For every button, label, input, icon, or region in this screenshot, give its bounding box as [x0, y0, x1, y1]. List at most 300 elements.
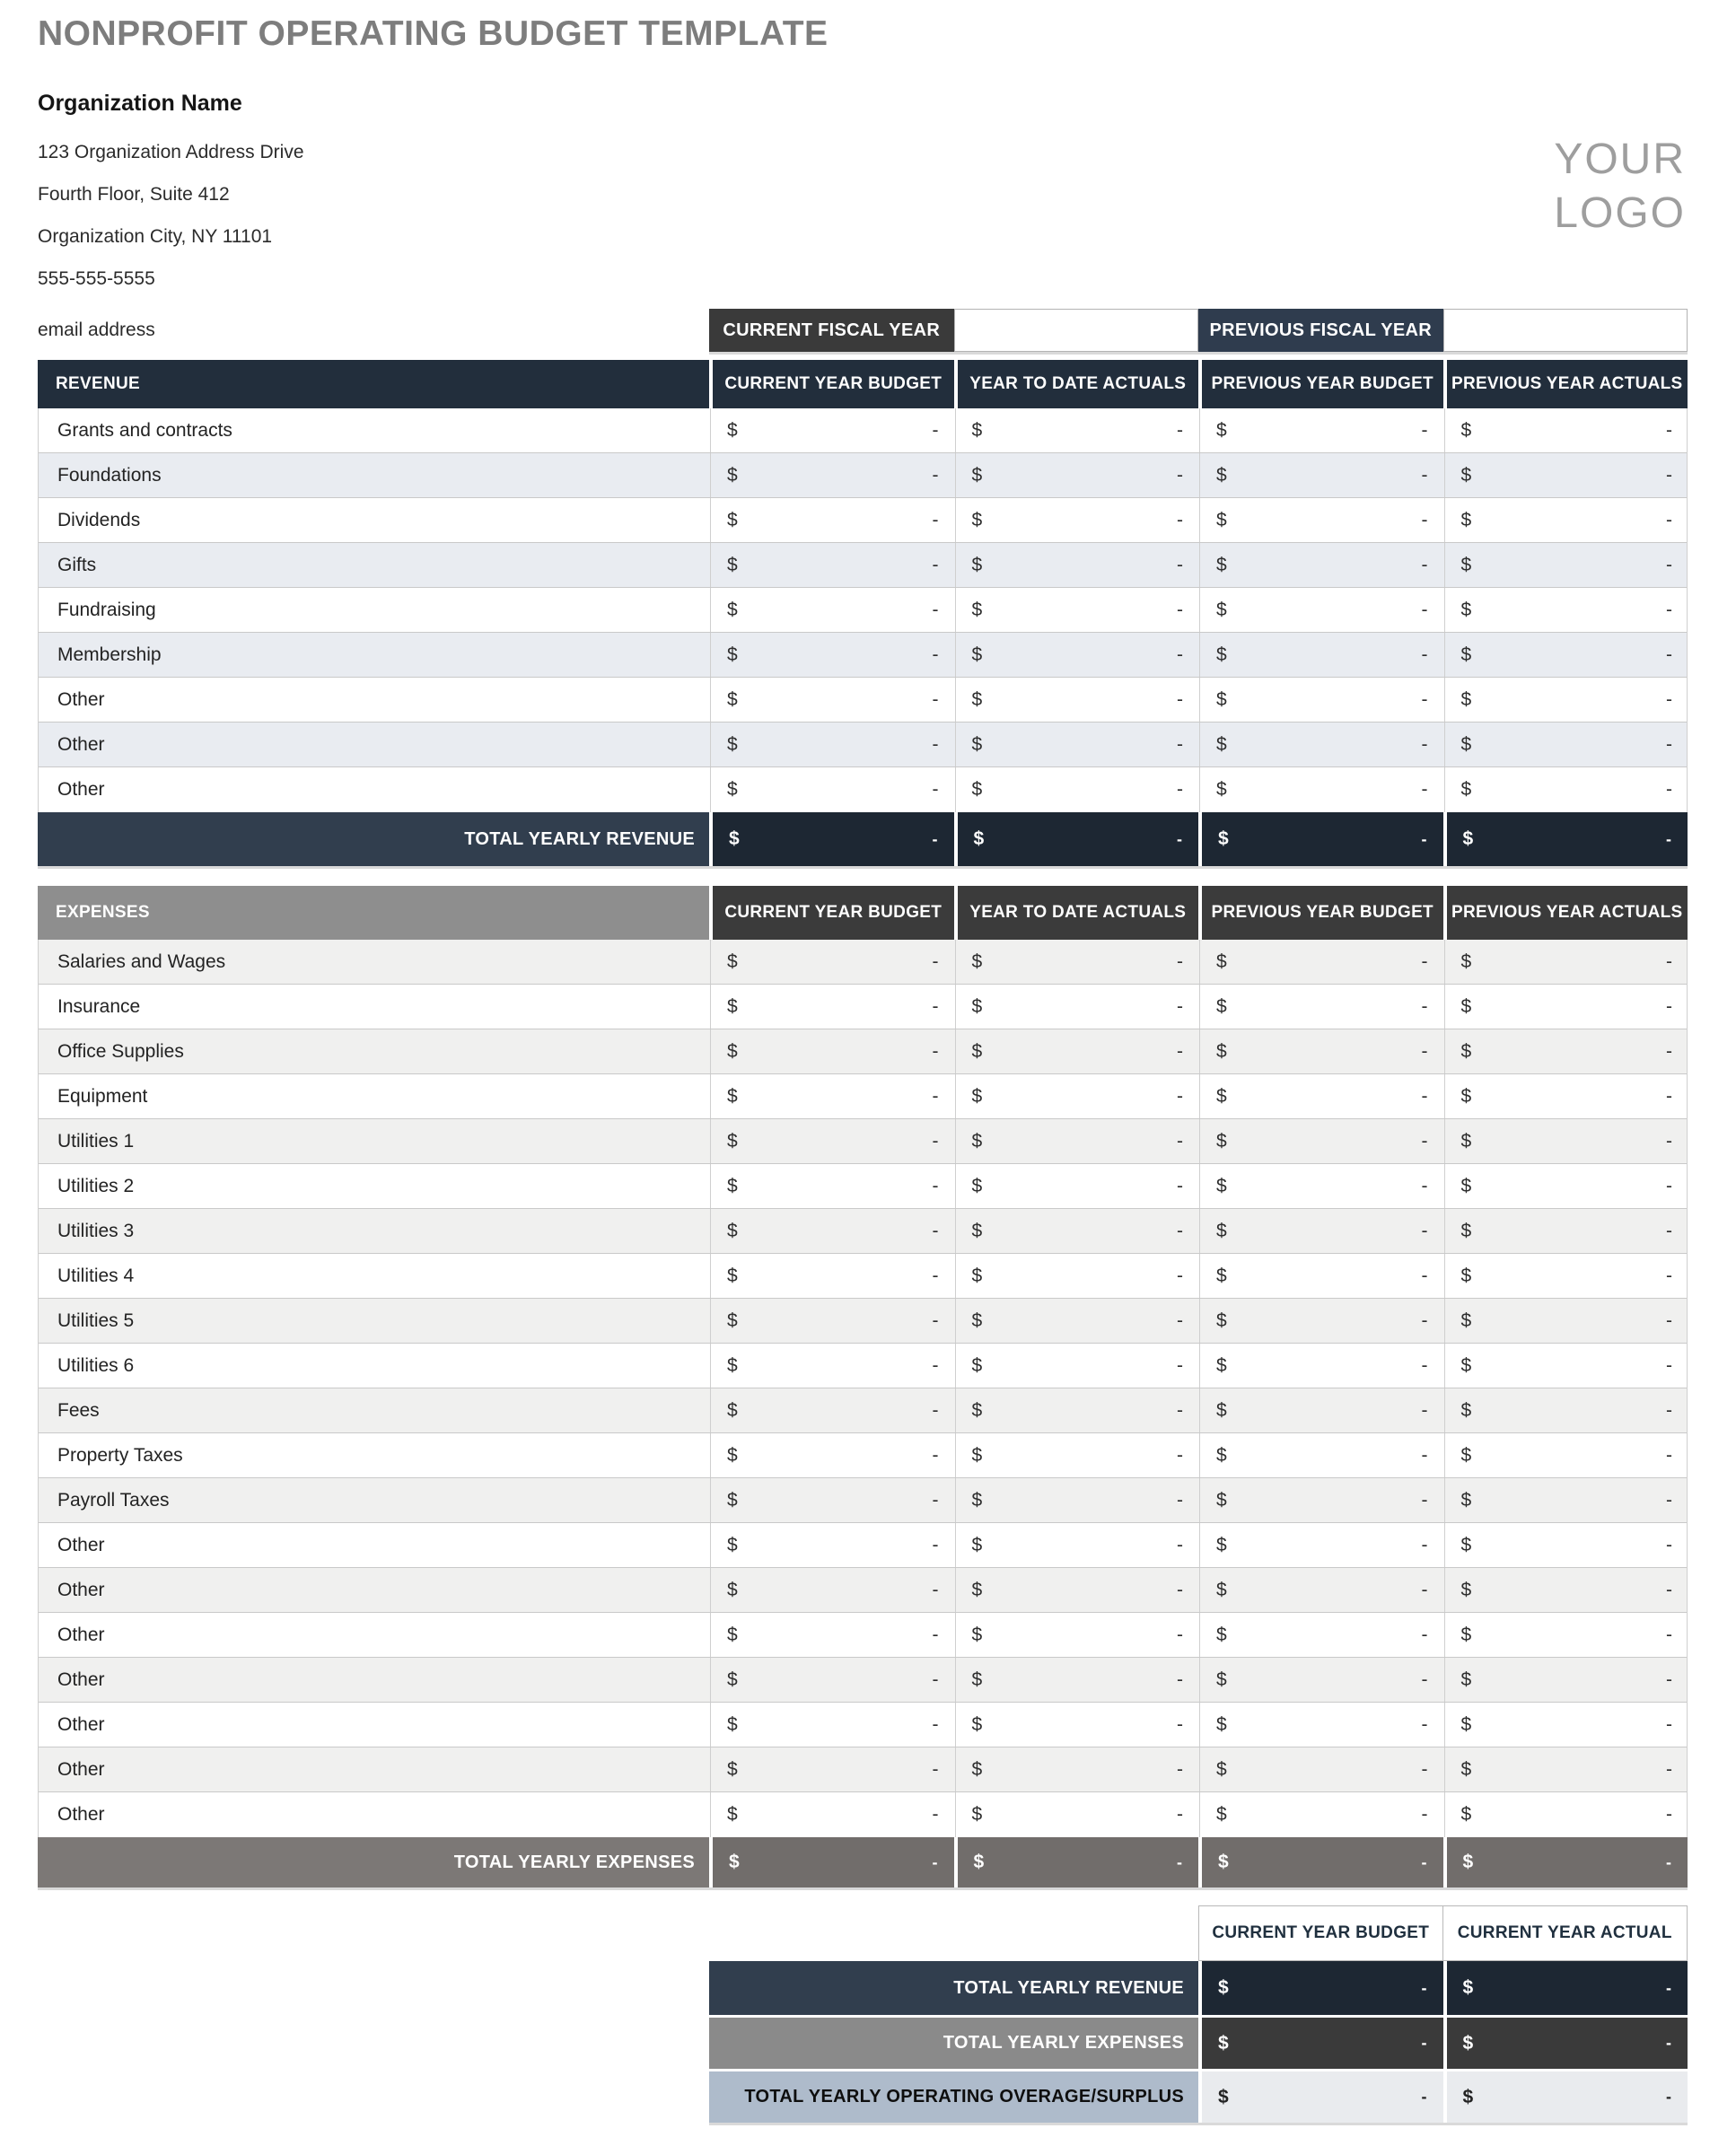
currency-symbol: $	[1460, 733, 1472, 755]
row-label: Other	[57, 688, 105, 710]
amount-cell[interactable]	[1199, 408, 1444, 452]
amount-cell[interactable]	[710, 767, 955, 812]
currency-symbol: $	[1218, 1977, 1229, 1998]
amount-cell[interactable]	[1199, 1613, 1444, 1657]
amount-value: -	[1177, 1040, 1183, 1062]
row-label: Utilities 4	[57, 1265, 135, 1286]
amount-cell[interactable]	[1444, 408, 1689, 452]
amount-cell[interactable]	[955, 588, 1200, 632]
amount-cell[interactable]	[1444, 633, 1689, 677]
currency-symbol: $	[727, 1399, 738, 1421]
amount-value: -	[1421, 1220, 1428, 1241]
amount-cell[interactable]	[1199, 1344, 1444, 1388]
table-row	[39, 1613, 1687, 1658]
amount-cell[interactable]	[1443, 1837, 1688, 1887]
table-row	[39, 408, 1687, 453]
amount-value: -	[1666, 464, 1672, 486]
amount-cell[interactable]	[1444, 723, 1689, 766]
currency-symbol: $	[1216, 1309, 1227, 1331]
address-line-3: Organization City, NY 11101	[38, 226, 273, 247]
amount-value: -	[932, 1309, 939, 1331]
currency-symbol: $	[1216, 644, 1227, 665]
amount-cell[interactable]	[1199, 1164, 1444, 1208]
amount-cell[interactable]	[1199, 1523, 1444, 1567]
amount-cell[interactable]	[1199, 1568, 1444, 1612]
previous-fiscal-year-value[interactable]	[1443, 309, 1688, 352]
amount-cell[interactable]	[1199, 1658, 1444, 1702]
currency-symbol: $	[1216, 1624, 1227, 1645]
amount-cell[interactable]	[955, 678, 1200, 722]
amount-value: -	[932, 1624, 939, 1645]
amount-cell[interactable]	[710, 588, 955, 632]
amount-cell[interactable]	[709, 812, 954, 866]
currency-symbol: $	[727, 464, 738, 486]
currency-symbol: $	[1460, 509, 1472, 530]
table-row	[39, 1478, 1687, 1523]
currency-symbol: $	[971, 1175, 983, 1196]
revenue-col-year-to-date-actuals: YEAR TO DATE ACTUALS	[954, 360, 1199, 408]
table-row	[39, 1703, 1687, 1747]
currency-symbol: $	[1460, 1758, 1472, 1780]
amount-cell[interactable]	[955, 498, 1200, 542]
currency-symbol: $	[1460, 950, 1472, 972]
currency-symbol: $	[1462, 2032, 1474, 2054]
amount-cell[interactable]	[955, 1209, 1200, 1253]
amount-value: -	[1666, 1130, 1672, 1152]
amount-cell[interactable]	[1199, 1703, 1444, 1747]
amount-cell[interactable]	[710, 1568, 955, 1612]
amount-value: -	[1666, 733, 1672, 755]
amount-cell[interactable]	[954, 1837, 1199, 1887]
amount-value: -	[932, 688, 939, 710]
amount-value: -	[1421, 1758, 1428, 1780]
amount-cell[interactable]	[710, 1344, 955, 1388]
amount-cell[interactable]	[1444, 498, 1689, 542]
amount-cell[interactable]	[1444, 1388, 1689, 1432]
amount-cell[interactable]	[955, 543, 1200, 587]
table-row	[39, 633, 1687, 678]
amount-cell[interactable]	[1444, 1299, 1689, 1343]
amount-cell[interactable]	[710, 1209, 955, 1253]
amount-value: -	[1177, 644, 1183, 665]
currency-symbol: $	[971, 1579, 983, 1600]
amount-cell[interactable]	[954, 812, 1199, 866]
amount-cell[interactable]	[1199, 678, 1444, 722]
row-label: Foundations	[57, 464, 162, 486]
amount-cell[interactable]	[1444, 1658, 1689, 1702]
summary-table	[709, 1905, 1688, 2123]
amount-value: -	[1421, 419, 1428, 441]
amount-cell[interactable]	[710, 453, 955, 497]
expenses-header-row	[38, 886, 1688, 940]
amount-cell[interactable]	[1444, 940, 1689, 984]
amount-cell[interactable]	[1444, 1523, 1689, 1567]
amount-value: -	[1421, 599, 1428, 620]
page-title: NONPROFIT OPERATING BUDGET TEMPLATE	[38, 14, 829, 53]
currency-symbol: $	[1460, 779, 1472, 800]
amount-value: -	[1666, 1852, 1671, 1871]
amount-cell[interactable]	[710, 1074, 955, 1118]
amount-value: -	[1666, 1489, 1672, 1511]
amount-cell[interactable]	[1199, 1074, 1444, 1118]
revenue-header-row	[38, 360, 1688, 408]
logo-line-2: LOGO	[1554, 189, 1686, 237]
current-fiscal-year-label: CURRENT FISCAL YEAR	[709, 309, 954, 352]
currency-symbol: $	[1460, 644, 1472, 665]
row-label: Utilities 6	[57, 1354, 135, 1376]
amount-value: -	[1421, 1534, 1428, 1555]
currency-symbol: $	[971, 1668, 983, 1690]
amount-value: -	[932, 1534, 939, 1555]
amount-cell[interactable]	[955, 940, 1200, 984]
amount-cell[interactable]	[1444, 1478, 1689, 1522]
amount-cell[interactable]	[710, 1299, 955, 1343]
amount-cell[interactable]	[710, 940, 955, 984]
current-fiscal-year-value[interactable]	[954, 309, 1199, 352]
currency-symbol: $	[1218, 2086, 1229, 2107]
summary-overage-surplus-label: TOTAL YEARLY OPERATING OVERAGE/SURPLUS	[709, 2071, 1198, 2123]
amount-value: -	[1177, 1852, 1182, 1871]
amount-cell[interactable]	[710, 1119, 955, 1163]
amount-cell[interactable]	[1444, 1344, 1689, 1388]
amount-value: -	[1421, 688, 1428, 710]
amount-value: -	[932, 995, 939, 1017]
amount-cell[interactable]	[1444, 1119, 1689, 1163]
amount-cell[interactable]	[1199, 1119, 1444, 1163]
amount-cell[interactable]	[955, 1568, 1200, 1612]
phone-number: 555-555-5555	[38, 268, 155, 289]
amount-cell[interactable]	[1444, 767, 1689, 812]
amount-cell[interactable]	[710, 1523, 955, 1567]
table-row	[39, 1792, 1687, 1837]
amount-value: -	[932, 1758, 939, 1780]
amount-cell[interactable]	[710, 1747, 955, 1791]
amount-cell[interactable]	[710, 1433, 955, 1477]
amount-cell[interactable]	[1199, 1747, 1444, 1791]
amount-cell[interactable]	[1444, 1209, 1689, 1253]
currency-symbol: $	[1216, 995, 1227, 1017]
currency-symbol: $	[971, 419, 983, 441]
currency-symbol: $	[1460, 1668, 1472, 1690]
currency-symbol: $	[727, 1668, 738, 1690]
amount-cell[interactable]	[1199, 1478, 1444, 1522]
expenses-col-previous-year-budget: PREVIOUS YEAR BUDGET	[1198, 886, 1443, 940]
amount-cell[interactable]	[1444, 1254, 1689, 1298]
amount-cell[interactable]	[710, 678, 955, 722]
address-line-2: Fourth Floor, Suite 412	[38, 184, 230, 205]
amount-value: -	[1666, 2088, 1671, 2106]
amount-cell[interactable]	[955, 1613, 1200, 1657]
amount-cell[interactable]	[1199, 1792, 1444, 1837]
amount-value: -	[1666, 1713, 1672, 1735]
amount-cell[interactable]	[955, 767, 1200, 812]
amount-cell[interactable]	[1199, 985, 1444, 1029]
currency-symbol: $	[973, 1852, 985, 1872]
amount-cell[interactable]	[1198, 812, 1443, 866]
table-row	[39, 767, 1687, 812]
currency-symbol: $	[727, 419, 738, 441]
amount-cell[interactable]	[710, 1658, 955, 1702]
amount-cell[interactable]	[710, 1029, 955, 1073]
amount-cell[interactable]	[1198, 2018, 1443, 2069]
amount-cell[interactable]	[1444, 1568, 1689, 1612]
amount-cell[interactable]	[955, 1254, 1200, 1298]
amount-cell[interactable]	[955, 633, 1200, 677]
amount-cell[interactable]	[1444, 1703, 1689, 1747]
amount-cell[interactable]	[1199, 723, 1444, 766]
currency-symbol: $	[971, 1085, 983, 1107]
currency-symbol: $	[1216, 1399, 1227, 1421]
amount-value: -	[932, 1668, 939, 1690]
amount-cell[interactable]	[710, 408, 955, 452]
amount-cell[interactable]	[710, 1792, 955, 1837]
expenses-body	[38, 940, 1688, 1837]
currency-symbol: $	[1216, 1534, 1227, 1555]
amount-value: -	[1177, 1534, 1183, 1555]
amount-cell[interactable]	[1444, 1613, 1689, 1657]
amount-cell[interactable]	[955, 1523, 1200, 1567]
currency-symbol: $	[971, 599, 983, 620]
amount-cell[interactable]	[955, 453, 1200, 497]
amount-cell[interactable]	[1199, 1388, 1444, 1432]
row-label: Gifts	[57, 554, 97, 575]
currency-symbol: $	[727, 1040, 738, 1062]
amount-value: -	[1421, 1265, 1428, 1286]
currency-symbol: $	[971, 1534, 983, 1555]
amount-value: -	[1177, 1579, 1183, 1600]
amount-value: -	[1666, 995, 1672, 1017]
amount-cell[interactable]	[1444, 985, 1689, 1029]
amount-cell[interactable]	[1444, 453, 1689, 497]
currency-symbol: $	[973, 828, 985, 849]
amount-cell[interactable]	[955, 1478, 1200, 1522]
amount-value: -	[1666, 2034, 1671, 2052]
currency-symbol: $	[1216, 599, 1227, 620]
row-label: Other	[57, 1668, 105, 1690]
amount-cell[interactable]	[709, 1837, 954, 1887]
amount-cell[interactable]	[955, 1164, 1200, 1208]
amount-value: -	[1666, 1040, 1672, 1062]
currency-symbol: $	[1216, 688, 1227, 710]
currency-symbol: $	[971, 1399, 983, 1421]
row-label: Other	[57, 1624, 105, 1645]
amount-value: -	[1177, 733, 1183, 755]
currency-symbol: $	[727, 779, 738, 800]
amount-value: -	[932, 1852, 938, 1871]
table-row	[39, 1388, 1687, 1433]
row-label: Other	[57, 1579, 105, 1600]
amount-cell[interactable]	[1199, 1209, 1444, 1253]
amount-cell[interactable]	[710, 498, 955, 542]
amount-cell[interactable]	[1444, 678, 1689, 722]
currency-symbol: $	[1216, 733, 1227, 755]
amount-cell[interactable]	[1444, 588, 1689, 632]
currency-symbol: $	[971, 1444, 983, 1466]
table-row	[39, 1523, 1687, 1568]
amount-cell[interactable]	[955, 1747, 1200, 1791]
row-label: Fees	[57, 1399, 100, 1421]
amount-cell[interactable]	[955, 1119, 1200, 1163]
currency-symbol: $	[1462, 1852, 1474, 1872]
amount-value: -	[1177, 1444, 1183, 1466]
amount-value: -	[1666, 509, 1672, 530]
amount-cell[interactable]	[955, 1433, 1200, 1477]
amount-cell[interactable]	[1199, 1299, 1444, 1343]
amount-cell[interactable]	[1199, 543, 1444, 587]
currency-symbol: $	[971, 950, 983, 972]
expenses-col-previous-year-actuals: PREVIOUS YEAR ACTUALS	[1443, 886, 1688, 940]
amount-cell[interactable]	[1443, 812, 1688, 866]
revenue-col-previous-year-budget: PREVIOUS YEAR BUDGET	[1198, 360, 1443, 408]
amount-value: -	[932, 1354, 939, 1376]
amount-cell[interactable]	[1444, 1164, 1689, 1208]
currency-symbol: $	[1462, 2086, 1474, 2107]
currency-symbol: $	[1462, 828, 1474, 849]
amount-cell[interactable]	[1199, 767, 1444, 812]
amount-value: -	[932, 1220, 939, 1241]
amount-cell[interactable]	[710, 633, 955, 677]
currency-symbol: $	[727, 1489, 738, 1511]
table-row	[39, 1254, 1687, 1299]
amount-cell[interactable]	[955, 1344, 1200, 1388]
currency-symbol: $	[1460, 1309, 1472, 1331]
amount-cell[interactable]	[710, 1388, 955, 1432]
amount-value: -	[1177, 995, 1183, 1017]
amount-cell[interactable]	[710, 1478, 955, 1522]
amount-cell[interactable]	[955, 1074, 1200, 1118]
amount-cell[interactable]	[710, 723, 955, 766]
amount-cell[interactable]	[1443, 1961, 1688, 2015]
amount-value: -	[1421, 733, 1428, 755]
currency-symbol: $	[1216, 779, 1227, 800]
logo-line-1: YOUR	[1554, 136, 1686, 183]
amount-cell[interactable]	[955, 1388, 1200, 1432]
amount-cell[interactable]	[1444, 1029, 1689, 1073]
amount-cell[interactable]	[1199, 633, 1444, 677]
amount-value: -	[1666, 1354, 1672, 1376]
row-label: Payroll Taxes	[57, 1489, 170, 1511]
currency-symbol: $	[971, 1130, 983, 1152]
organization-name: Organization Name	[38, 91, 242, 116]
amount-cell[interactable]	[955, 985, 1200, 1029]
currency-symbol: $	[727, 1130, 738, 1152]
currency-symbol: $	[727, 644, 738, 665]
table-row	[39, 1074, 1687, 1119]
amount-cell[interactable]	[955, 1658, 1200, 1702]
row-label: Property Taxes	[57, 1444, 183, 1466]
revenue-col-previous-year-actuals: PREVIOUS YEAR ACTUALS	[1443, 360, 1688, 408]
amount-cell[interactable]	[710, 1254, 955, 1298]
amount-cell[interactable]	[1198, 1837, 1443, 1887]
amount-cell[interactable]	[955, 1029, 1200, 1073]
currency-symbol: $	[1460, 1354, 1472, 1376]
amount-cell[interactable]	[710, 1703, 955, 1747]
amount-value: -	[1177, 464, 1183, 486]
row-label: Other	[57, 1804, 105, 1825]
amount-cell[interactable]	[1198, 2071, 1443, 2123]
amount-cell[interactable]	[710, 1613, 955, 1657]
amount-cell[interactable]	[1444, 1747, 1689, 1791]
amount-cell[interactable]	[1199, 453, 1444, 497]
amount-cell[interactable]	[955, 1299, 1200, 1343]
amount-cell[interactable]	[1199, 498, 1444, 542]
currency-symbol: $	[1460, 1489, 1472, 1511]
amount-value: -	[1421, 1130, 1428, 1152]
row-label: Equipment	[57, 1085, 148, 1107]
amount-value: -	[1177, 1624, 1183, 1645]
amount-cell[interactable]	[710, 985, 955, 1029]
amount-value: -	[1421, 2088, 1427, 2106]
amount-cell[interactable]	[1444, 543, 1689, 587]
currency-symbol: $	[727, 688, 738, 710]
amount-value: -	[1666, 1624, 1672, 1645]
currency-symbol: $	[1216, 1713, 1227, 1735]
currency-symbol: $	[1216, 509, 1227, 530]
revenue-table	[38, 360, 1688, 866]
amount-value: -	[1421, 1354, 1428, 1376]
amount-cell[interactable]	[1444, 1074, 1689, 1118]
amount-cell[interactable]	[1199, 1433, 1444, 1477]
summary-header-spacer	[709, 1905, 1198, 1961]
currency-symbol: $	[1216, 1804, 1227, 1825]
amount-cell[interactable]	[955, 408, 1200, 452]
amount-cell[interactable]	[1199, 588, 1444, 632]
amount-value: -	[1421, 2034, 1427, 2052]
amount-cell[interactable]	[710, 543, 955, 587]
amount-value: -	[1177, 1220, 1183, 1241]
amount-cell[interactable]	[1443, 2071, 1688, 2123]
amount-value: -	[1421, 1309, 1428, 1331]
amount-cell[interactable]	[710, 1164, 955, 1208]
amount-value: -	[1177, 1399, 1183, 1421]
amount-value: -	[1177, 688, 1183, 710]
row-label: Insurance	[57, 995, 141, 1017]
amount-cell[interactable]	[1198, 1961, 1443, 2015]
expenses-section-label: EXPENSES	[38, 886, 709, 940]
amount-value: -	[932, 1399, 939, 1421]
amount-value: -	[932, 1265, 939, 1286]
amount-cell[interactable]	[1199, 1254, 1444, 1298]
amount-value: -	[1177, 1758, 1183, 1780]
row-label: Other	[57, 733, 105, 755]
currency-symbol: $	[727, 1624, 738, 1645]
currency-symbol: $	[971, 1354, 983, 1376]
currency-symbol: $	[971, 1758, 983, 1780]
table-row	[39, 940, 1687, 985]
amount-cell[interactable]	[1444, 1433, 1689, 1477]
currency-symbol: $	[727, 1713, 738, 1735]
currency-symbol: $	[1216, 419, 1227, 441]
amount-cell[interactable]	[955, 723, 1200, 766]
currency-symbol: $	[727, 1220, 738, 1241]
table-row	[39, 1029, 1687, 1074]
currency-symbol: $	[1216, 1489, 1227, 1511]
amount-value: -	[1177, 829, 1182, 848]
amount-cell[interactable]	[1199, 1029, 1444, 1073]
currency-symbol: $	[971, 1040, 983, 1062]
amount-cell[interactable]	[1444, 1792, 1689, 1837]
amount-value: -	[1421, 554, 1428, 575]
amount-cell[interactable]	[1199, 940, 1444, 984]
amount-cell[interactable]	[1443, 2018, 1688, 2069]
amount-cell[interactable]	[955, 1703, 1200, 1747]
amount-value: -	[1666, 1534, 1672, 1555]
amount-cell[interactable]	[955, 1792, 1200, 1837]
amount-value: -	[1666, 950, 1672, 972]
expenses-total-label: TOTAL YEARLY EXPENSES	[38, 1837, 709, 1887]
table-row	[39, 1568, 1687, 1613]
amount-value: -	[932, 644, 939, 665]
